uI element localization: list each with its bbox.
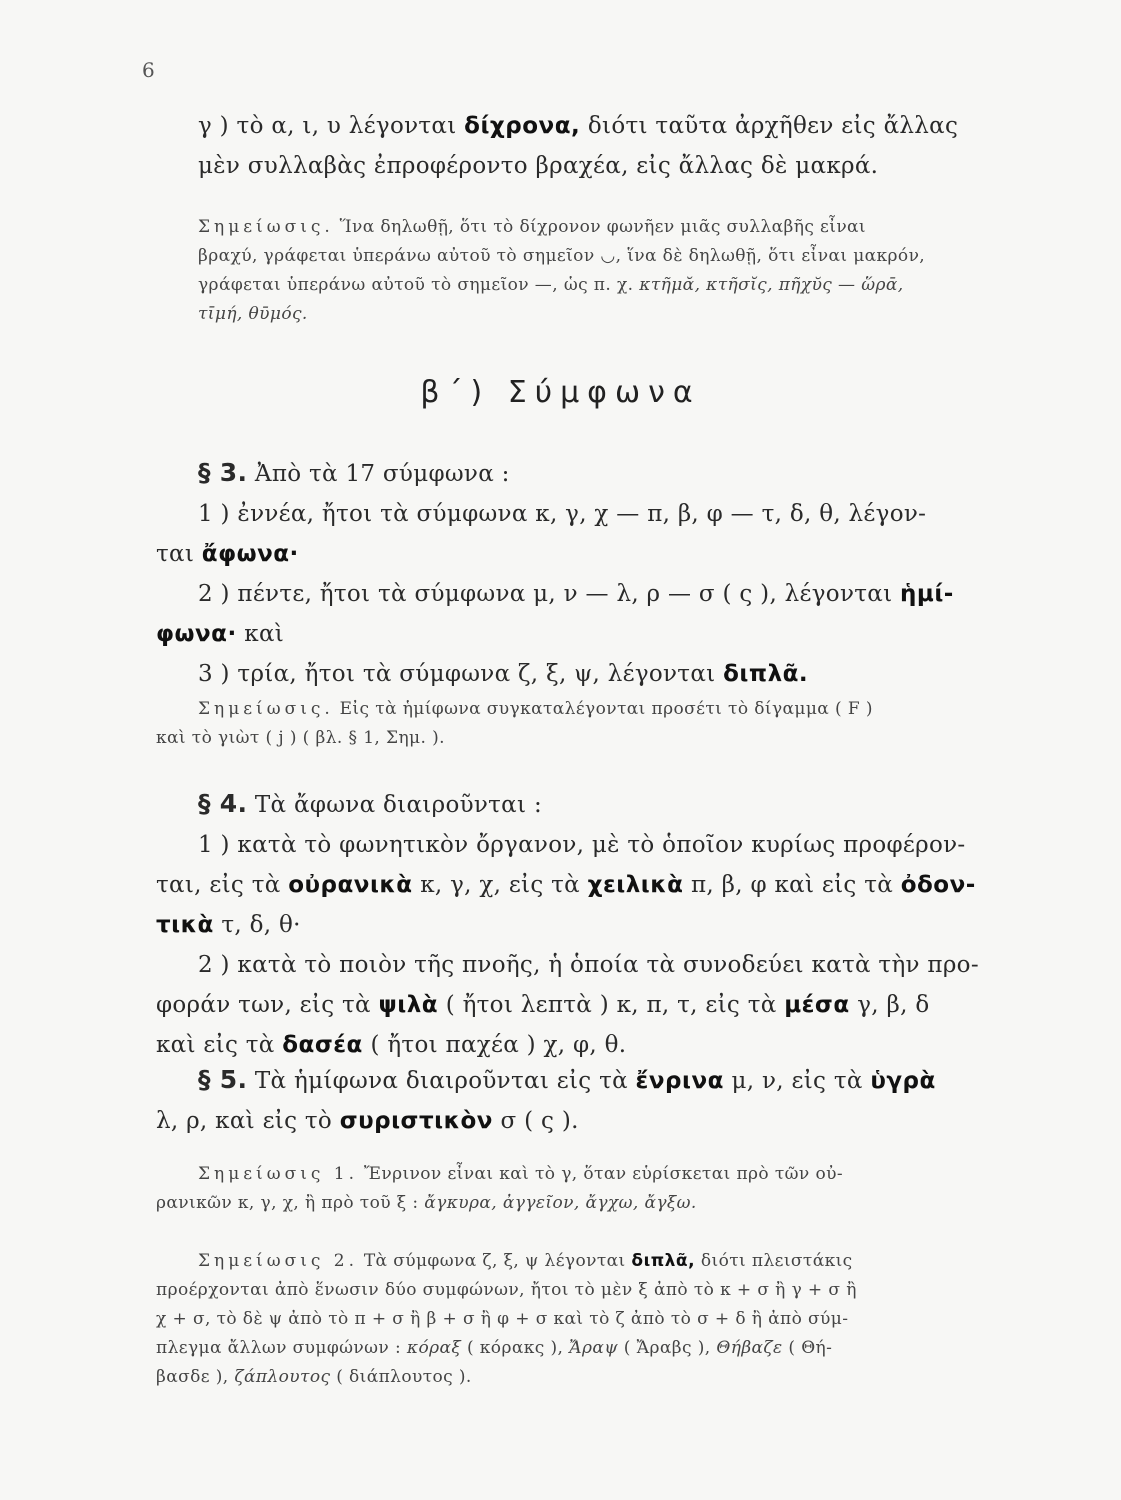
bold-term: διπλᾶ. xyxy=(723,661,809,687)
section-5 xyxy=(156,1060,946,1141)
bold-term: οὐρανικὰ xyxy=(288,872,413,898)
text: μ, ν, εἰς τὰ xyxy=(723,1068,871,1094)
text: π, β, φ καὶ εἰς τὰ xyxy=(683,872,901,898)
text: λ, ρ, καὶ εἰς τὸ xyxy=(156,1108,340,1134)
note-3 xyxy=(156,1160,946,1218)
text-line: μὲν συλλαβὰς ἐπροφέροντο βραχέα, εἰς ἄλλας δὲ μακρά. xyxy=(198,153,879,179)
text-line xyxy=(156,614,988,654)
text: κ, γ, χ, εἰς τὰ xyxy=(412,872,588,898)
note-label: Σημείωσις 2. xyxy=(198,1251,359,1271)
text-line: προέρχονται ἀπὸ ἕνωσιν δύο συμφώνων, ἤτοι τὸ μὲν ξ ἀπὸ τὸ κ + σ ἢ γ + σ ἢ xyxy=(156,1280,857,1300)
paragraph-dichrona xyxy=(198,106,988,186)
text-line xyxy=(156,1189,946,1218)
italic-example: κόραξ xyxy=(406,1338,462,1358)
text: Τὰ ἡμίφωνα διαιροῦνται εἰς τὰ xyxy=(247,1068,636,1094)
text: ται, εἰς τὰ xyxy=(156,872,289,898)
text: 3 ) τρία, ἤτοι τὰ σύμφωνα ζ, ξ, ψ, λέγονται xyxy=(198,661,724,687)
text-line xyxy=(198,106,988,146)
italic-example: ζάπλουτος xyxy=(234,1367,331,1387)
text-line: βραχύ, γράφεται ὑπεράνω αὐτοῦ τὸ σημεῖον ◡, ἵνα δὲ δηλωθῇ, ὅτι εἶναι μακρόν, xyxy=(198,246,926,266)
text-line xyxy=(198,271,988,300)
text-line: τῑμή, θῡμός. xyxy=(198,304,308,324)
text-line xyxy=(156,534,988,574)
text: τ, δ, θ· xyxy=(213,912,301,938)
bold-term: τικὰ xyxy=(156,912,214,938)
text: ( ἤτοι παχέα ) χ, φ, θ. xyxy=(362,1032,627,1058)
italic-example: Θήβαζε xyxy=(716,1338,783,1358)
text: διότι πλειστάκις xyxy=(695,1251,853,1271)
bold-term: ὑγρὰ xyxy=(870,1068,936,1094)
text: ( διάπλουτος ). xyxy=(330,1367,472,1387)
text: σ ( ς ). xyxy=(492,1108,579,1134)
note-label: Σημείωσις 1. xyxy=(198,1164,359,1184)
text-line xyxy=(156,1060,946,1101)
section-number: § 4. xyxy=(198,789,248,818)
text-line: 1 ) κατὰ τὸ φωνητικὸν ὄργανον, μὲ τὸ ὁποῖον κυρίως προφέρον- xyxy=(198,832,966,858)
bold-term: ὀδον- xyxy=(900,872,976,898)
bold-term: συριστικὸν xyxy=(339,1108,493,1134)
text: γ, β, δ xyxy=(849,992,930,1018)
note-2 xyxy=(156,695,946,753)
text: Ἔνρινον εἶναι καὶ τὸ γ, ὅταν εὑρίσκεται πρὸ τῶν οὐ- xyxy=(358,1164,843,1184)
text-line xyxy=(156,695,946,724)
text: πλεγμα ἄλλων συμφώνων : xyxy=(156,1338,407,1358)
bold-term: μέσα xyxy=(784,992,850,1018)
section-number: § 3. xyxy=(198,458,248,487)
bold-term: φωνα· xyxy=(156,621,237,647)
note-label: Σημείωσις. xyxy=(198,217,334,237)
page-number: 6 xyxy=(142,58,155,82)
section-number: § 5. xyxy=(198,1065,248,1094)
text-line xyxy=(198,574,988,614)
text: γράφεται ὑπεράνω αὐτοῦ τὸ σημεῖον —, ὡς π. χ. xyxy=(198,275,640,295)
text-line: 1 ) ἐννέα, ἤτοι τὰ σύμφωνα κ, γ, χ — π, β, φ — τ, δ, θ, λέγον- xyxy=(198,501,927,527)
text-line: καὶ τὸ γιὼτ ( j ) ( βλ. § 1, Σημ. ). xyxy=(156,728,445,748)
section-3 xyxy=(156,453,988,694)
italic-example: Ἄραψ xyxy=(569,1338,618,1358)
text-line: χ + σ, τὸ δὲ ψ ἀπὸ τὸ π + σ ἢ β + σ ἢ φ + σ καὶ τὸ ζ ἀπὸ τὸ σ + δ ἢ ἀπὸ σύμ- xyxy=(156,1309,849,1329)
bold-term: ἔνρινα xyxy=(635,1068,724,1094)
bold-term: δασέα xyxy=(282,1032,363,1058)
text-line xyxy=(198,453,988,494)
text: γ ) τὸ α, ι, υ λέγονται xyxy=(198,113,465,139)
text: φοράν των, εἰς τὰ xyxy=(156,992,379,1018)
text-line xyxy=(156,1025,946,1065)
text-line: 2 ) κατὰ τὸ ποιὸν τῆς πνοῆς, ἡ ὁποία τὰ συνοδεύει κατὰ τὴν προ- xyxy=(198,952,979,978)
bold-term: χειλικὰ xyxy=(587,872,684,898)
bold-term: ἄφωνα· xyxy=(201,541,299,567)
text-line xyxy=(198,654,988,694)
text-line xyxy=(156,1363,946,1392)
text: ( Ἄραβς ), xyxy=(618,1338,717,1358)
text: 2 ) πέντε, ἤτοι τὰ σύμφωνα μ, ν — λ, ρ — σ ( ς ), λέγονται xyxy=(198,581,901,607)
text: Ἀπὸ τὰ 17 σύμφωνα : xyxy=(247,461,510,487)
italic-example: ἄγκυρα, ἀγγεῖον, ἄγχω, ἄγξω. xyxy=(424,1193,697,1213)
text: ται xyxy=(156,541,202,567)
text: καὶ εἰς τὰ xyxy=(156,1032,283,1058)
note-label: Σημείωσις. xyxy=(198,699,334,719)
text-line xyxy=(156,784,946,825)
text: ( κόρακς ), xyxy=(461,1338,570,1358)
text: Τὰ ἄφωνα διαιροῦνται : xyxy=(247,792,542,818)
bold-term: ψιλὰ xyxy=(378,992,439,1018)
text-line xyxy=(198,213,988,242)
text: Εἰς τὰ ἡμίφωνα συγκαταλέγονται προσέτι τὸ δίγαμμα ( F ) xyxy=(333,699,873,719)
bold-term: ἡμί- xyxy=(900,581,954,607)
text: καὶ xyxy=(236,621,285,647)
text-line xyxy=(156,985,946,1025)
text-line xyxy=(156,1334,946,1363)
text-line xyxy=(156,905,946,945)
text-line xyxy=(156,1247,946,1276)
note-4 xyxy=(156,1247,946,1392)
bold-term: δίχρονα, xyxy=(464,113,581,139)
text-line xyxy=(156,1160,946,1189)
text: Ἵνα δηλωθῇ, ὅτι τὸ δίχρονον φωνῆεν μιᾶς συλλαβῆς εἶναι xyxy=(333,217,866,237)
text: Τὰ σύμφωνα ζ, ξ, ψ λέγονται xyxy=(358,1251,632,1271)
section-4 xyxy=(156,784,979,1065)
section-heading: β΄) Σύμφωνα xyxy=(420,375,701,410)
text-line xyxy=(156,1101,946,1141)
text: ( ἤτοι λεπτὰ ) κ, π, τ, εἰς τὰ xyxy=(438,992,785,1018)
bold-term: διπλᾶ, xyxy=(631,1251,696,1271)
text: ( Θή- xyxy=(782,1338,833,1358)
text: ρανικῶν κ, γ, χ, ἢ πρὸ τοῦ ξ : xyxy=(156,1193,425,1213)
text: βασδε ), xyxy=(156,1367,235,1387)
text-line xyxy=(156,865,976,905)
note-1 xyxy=(198,213,988,329)
text: διότι ταῦτα ἀρχῆθεν εἰς ἄλλας xyxy=(580,113,959,139)
italic-example: κτῆμᾰ, κτῆσῐς, πῆχῠς — ὥρᾱ, xyxy=(639,275,904,295)
